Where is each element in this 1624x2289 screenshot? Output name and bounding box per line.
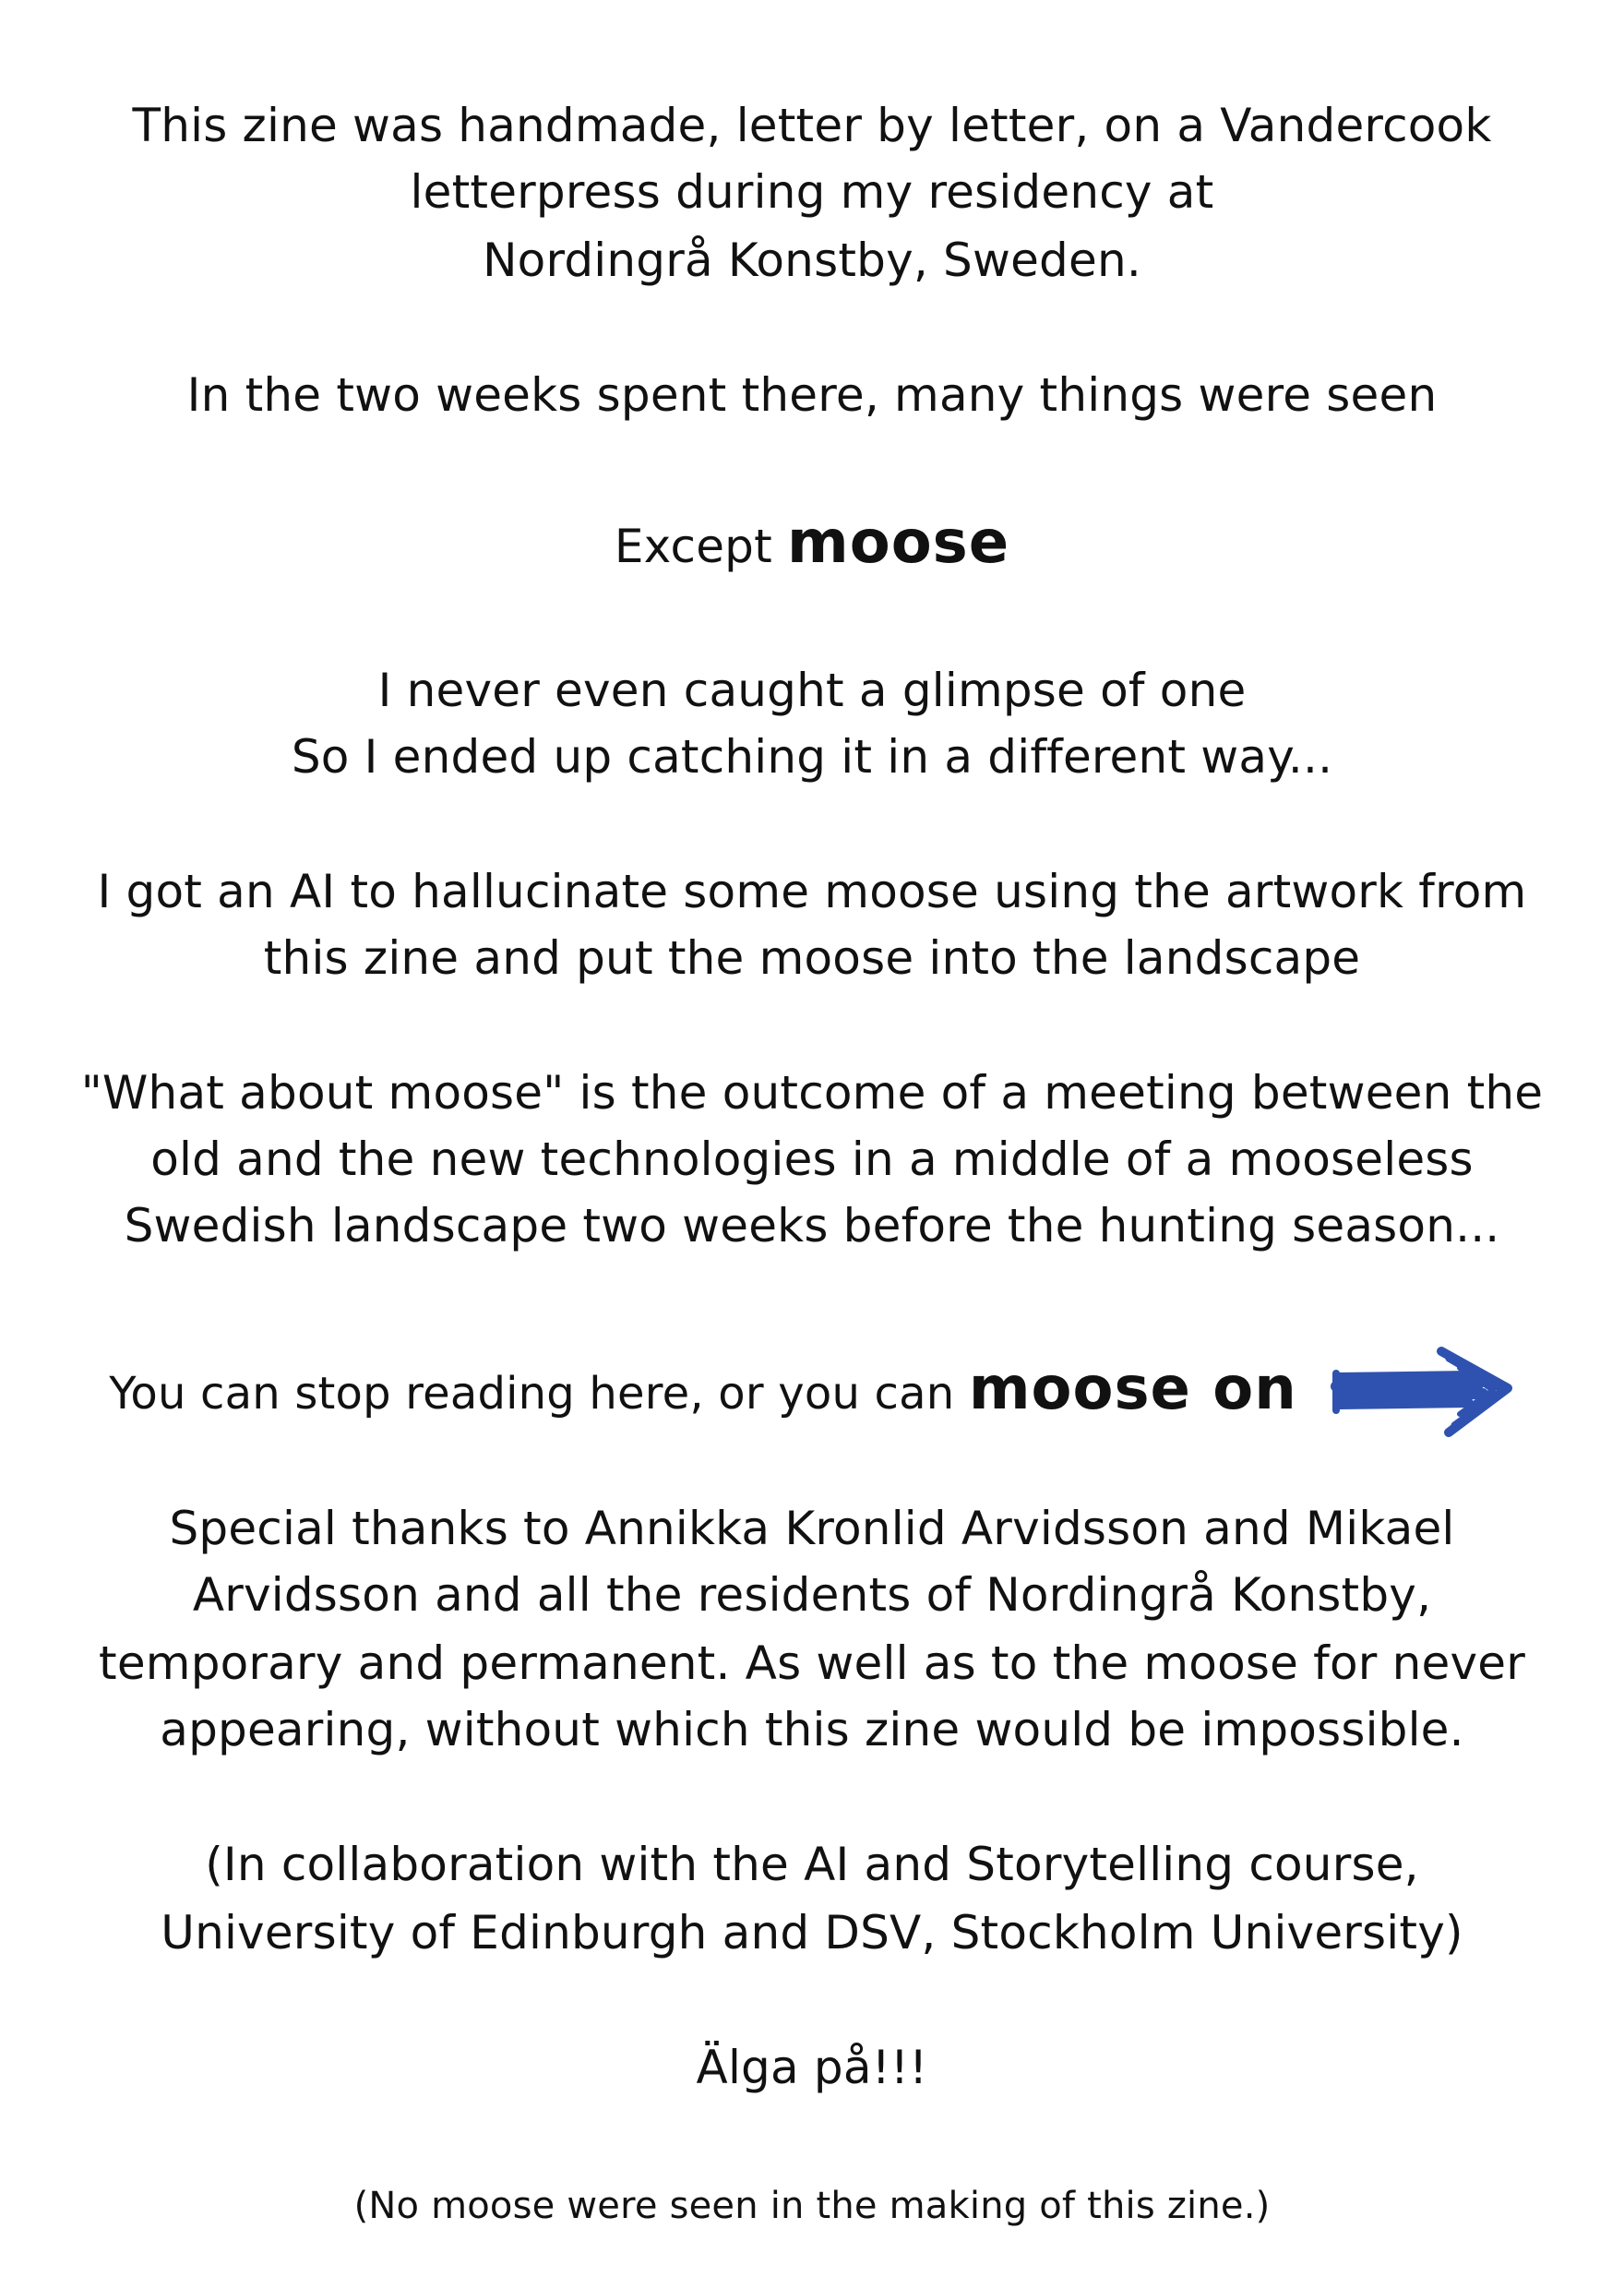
what-about-line-2: old and the new technologies in a middle of a mooseless (150, 1133, 1474, 1186)
right-arrow-icon (1331, 1340, 1515, 1442)
collab-line-2: University of Edinburgh and DSV, Stockholm University) (161, 1906, 1463, 1959)
alga-line: Älga på!!! (696, 2041, 928, 2094)
except-emphasis: moose (787, 509, 1010, 577)
stop-reading-line (0, 1338, 1624, 1447)
thanks-line-3: temporary and permanent. As well as to the moose for never (99, 1636, 1525, 1690)
glimpse-line-1: I never even caught a glimpse of one (377, 664, 1247, 717)
except-line (0, 509, 1624, 580)
intro-line-1: This zine was handmade, letter by letter, on a Vandercook (132, 99, 1492, 152)
what-about-line-1: "What about moose" is the outcome of a meeting between the (80, 1066, 1544, 1120)
except-prefix: Except (614, 520, 788, 573)
collab-line-1: (In collaboration with the AI and Storytelling course, (205, 1838, 1419, 1891)
ai-line-1: I got an AI to hallucinate some moose using the artwork from (97, 865, 1527, 918)
intro-line-2: letterpress during my residency at (410, 165, 1214, 219)
thanks-line-1: Special thanks to Annikka Kronlid Arvidsson and Mikael (169, 1502, 1455, 1555)
two-weeks-line: In the two weeks spent there, many things were seen (186, 368, 1438, 422)
stop-reading-emphasis: moose on (968, 1355, 1297, 1423)
glimpse-line-2: So I ended up catching it in a different way... (291, 730, 1333, 784)
what-about-line-3: Swedish landscape two weeks before the hunting season... (124, 1199, 1500, 1252)
thanks-line-4: appearing, without which this zine would be impossible. (160, 1703, 1464, 1756)
ai-line-2: this zine and put the moose into the landscape (263, 931, 1361, 985)
intro-line-3: Nordingrå Konstby, Sweden. (483, 234, 1141, 287)
footnote-line: (No moose were seen in the making of this zine.) (353, 2185, 1271, 2227)
thanks-line-2: Arvidsson and all the residents of Nordingrå Konstby, (192, 1568, 1432, 1622)
stop-reading-prefix: You can stop reading here, or you can (109, 1368, 969, 1420)
